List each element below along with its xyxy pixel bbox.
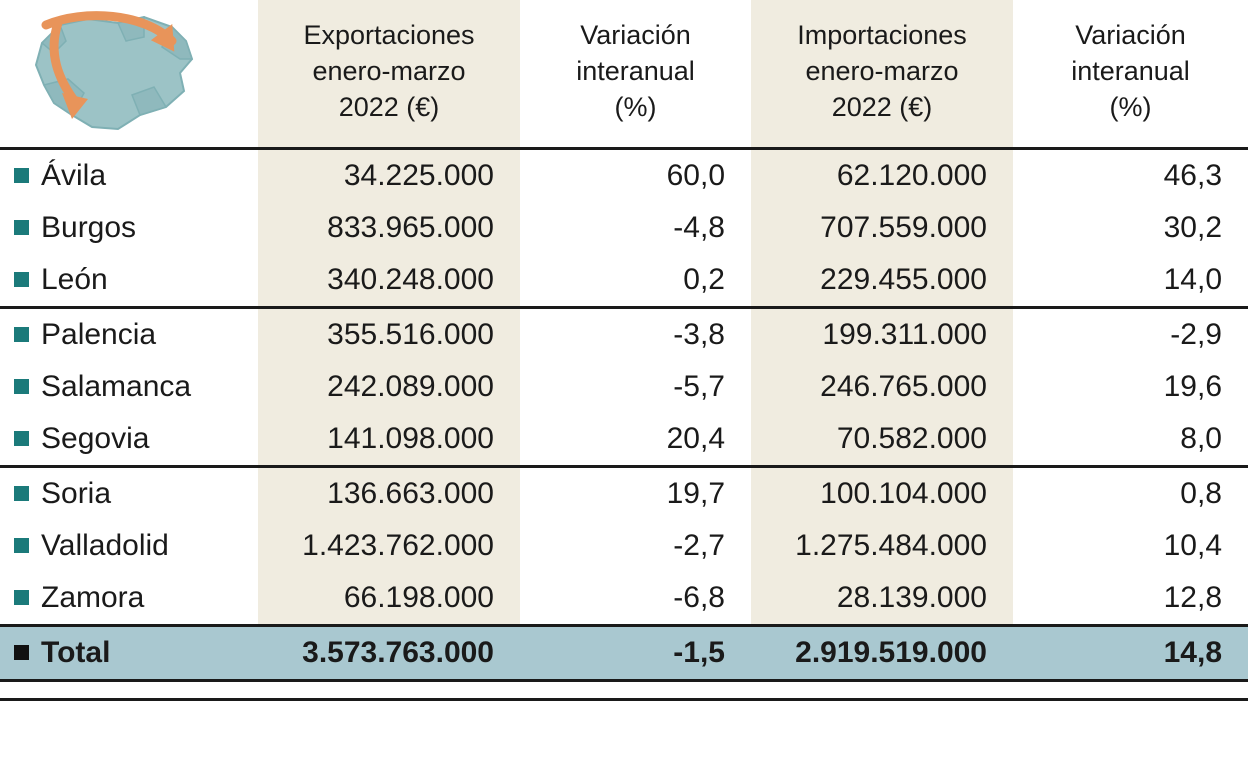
square-bullet-icon xyxy=(14,379,29,394)
total-name: Total xyxy=(41,635,111,669)
cell-exports: 34.225.000 xyxy=(258,148,520,202)
row-label xyxy=(0,307,258,361)
table-header xyxy=(0,0,1248,148)
cell-var-imports: 8,0 xyxy=(1013,413,1248,467)
cell-exports: 1.423.762.000 xyxy=(258,520,520,572)
province-name: Salamanca xyxy=(41,369,192,403)
table-row xyxy=(0,466,1248,520)
square-bullet-icon xyxy=(14,220,29,235)
cell-var-imports: 46,3 xyxy=(1163,158,1222,192)
header-imports-line2: enero-marzo xyxy=(805,56,959,87)
total-label xyxy=(0,625,258,680)
cell-var-exports: -6,8 xyxy=(673,580,725,614)
square-bullet-icon xyxy=(14,645,29,660)
table-row xyxy=(0,148,1248,202)
table-row xyxy=(0,254,1248,308)
row-label xyxy=(0,254,258,308)
cell-imports: 70.582.000 xyxy=(751,413,1013,467)
cell-exports: 340.248.000 xyxy=(258,254,520,308)
table-body xyxy=(0,148,1248,680)
table-row xyxy=(0,307,1248,361)
cell-var-exports: -5,7 xyxy=(673,369,725,403)
cell-var-exports: 0,2 xyxy=(520,254,751,308)
square-bullet-icon xyxy=(14,327,29,342)
header-var-imports xyxy=(1013,0,1248,148)
cell-var-imports: 12,8 xyxy=(1163,580,1222,614)
province-name: León xyxy=(41,262,108,296)
cell-imports: 100.104.000 xyxy=(751,466,1013,520)
header-var-imports-line1: Variación xyxy=(1075,20,1186,51)
province-name: Soria xyxy=(41,476,112,510)
province-name: Valladolid xyxy=(41,528,169,562)
cell-var-imports: 30,2 xyxy=(1163,210,1222,244)
cell-exports: 66.198.000 xyxy=(258,572,520,626)
cell-var-imports: 10,4 xyxy=(1163,528,1222,562)
row-label xyxy=(0,520,258,572)
cell-var-exports: -4,8 xyxy=(673,210,725,244)
cell-imports: 62.120.000 xyxy=(751,148,1013,202)
table-row xyxy=(0,361,1248,413)
province-name: Burgos xyxy=(41,210,137,244)
table-row xyxy=(0,520,1248,572)
table-row xyxy=(0,572,1248,626)
province-name: Palencia xyxy=(41,317,157,351)
header-var-exports-line2: interanual xyxy=(576,56,695,87)
square-bullet-icon xyxy=(14,272,29,287)
cell-exports: 141.098.000 xyxy=(258,413,520,467)
cell-exports: 242.089.000 xyxy=(258,361,520,413)
header-var-imports-line2: interanual xyxy=(1071,56,1190,87)
header-imports-line1: Importaciones xyxy=(797,20,967,51)
total-exports: 3.573.763.000 xyxy=(258,625,520,680)
header-var-exports-line1: Variación xyxy=(580,20,691,51)
total-var-exports: -1,5 xyxy=(520,625,751,680)
total-var-imports: 14,8 xyxy=(1013,625,1248,680)
map-header-cell xyxy=(0,0,258,148)
total-imports: 2.919.519.000 xyxy=(751,625,1013,680)
header-exports-line2: enero-marzo xyxy=(312,56,466,87)
cell-var-exports: 20,4 xyxy=(520,413,751,467)
cell-var-imports: 14,0 xyxy=(1013,254,1248,308)
total-row xyxy=(0,625,1248,680)
cell-imports: 707.559.000 xyxy=(751,202,1013,254)
header-exports-line1: Exportaciones xyxy=(303,20,475,51)
cell-var-exports: 60,0 xyxy=(666,158,725,192)
header-var-imports-line3: (%) xyxy=(1109,92,1152,123)
cell-imports: 229.455.000 xyxy=(751,254,1013,308)
cell-exports: 355.516.000 xyxy=(258,307,520,361)
cell-var-imports: 19,6 xyxy=(1163,369,1222,403)
footer-divider xyxy=(0,698,1248,701)
cell-imports: 28.139.000 xyxy=(751,572,1013,626)
square-bullet-icon xyxy=(14,590,29,605)
table-row xyxy=(0,413,1248,467)
cell-var-imports: 0,8 xyxy=(1180,476,1222,510)
header-var-exports-line3: (%) xyxy=(614,92,657,123)
cell-var-imports: -2,9 xyxy=(1170,317,1222,351)
table-row xyxy=(0,202,1248,254)
header-imports xyxy=(751,0,1013,148)
square-bullet-icon xyxy=(14,168,29,183)
header-var-exports xyxy=(520,0,751,148)
province-name: Ávila xyxy=(41,158,107,192)
row-label xyxy=(0,572,258,626)
square-bullet-icon xyxy=(14,538,29,553)
cell-var-exports: -2,7 xyxy=(673,528,725,562)
row-label xyxy=(0,148,258,202)
cell-exports: 833.965.000 xyxy=(258,202,520,254)
cell-imports: 246.765.000 xyxy=(751,361,1013,413)
square-bullet-icon xyxy=(14,486,29,501)
header-exports-line3: 2022 (€) xyxy=(338,92,440,123)
cell-var-exports: 19,7 xyxy=(666,476,725,510)
cell-imports: 1.275.484.000 xyxy=(751,520,1013,572)
province-name: Zamora xyxy=(41,580,145,614)
row-label xyxy=(0,202,258,254)
cell-var-exports: -3,8 xyxy=(673,317,725,351)
row-label xyxy=(0,361,258,413)
castilla-y-leon-map-icon xyxy=(14,7,204,139)
header-exports xyxy=(258,0,520,148)
header-imports-line3: 2022 (€) xyxy=(831,92,933,123)
row-label xyxy=(0,466,258,520)
cell-imports: 199.311.000 xyxy=(751,307,1013,361)
province-name: Segovia xyxy=(41,421,150,455)
square-bullet-icon xyxy=(14,431,29,446)
row-label xyxy=(0,413,258,467)
cell-exports: 136.663.000 xyxy=(258,466,520,520)
